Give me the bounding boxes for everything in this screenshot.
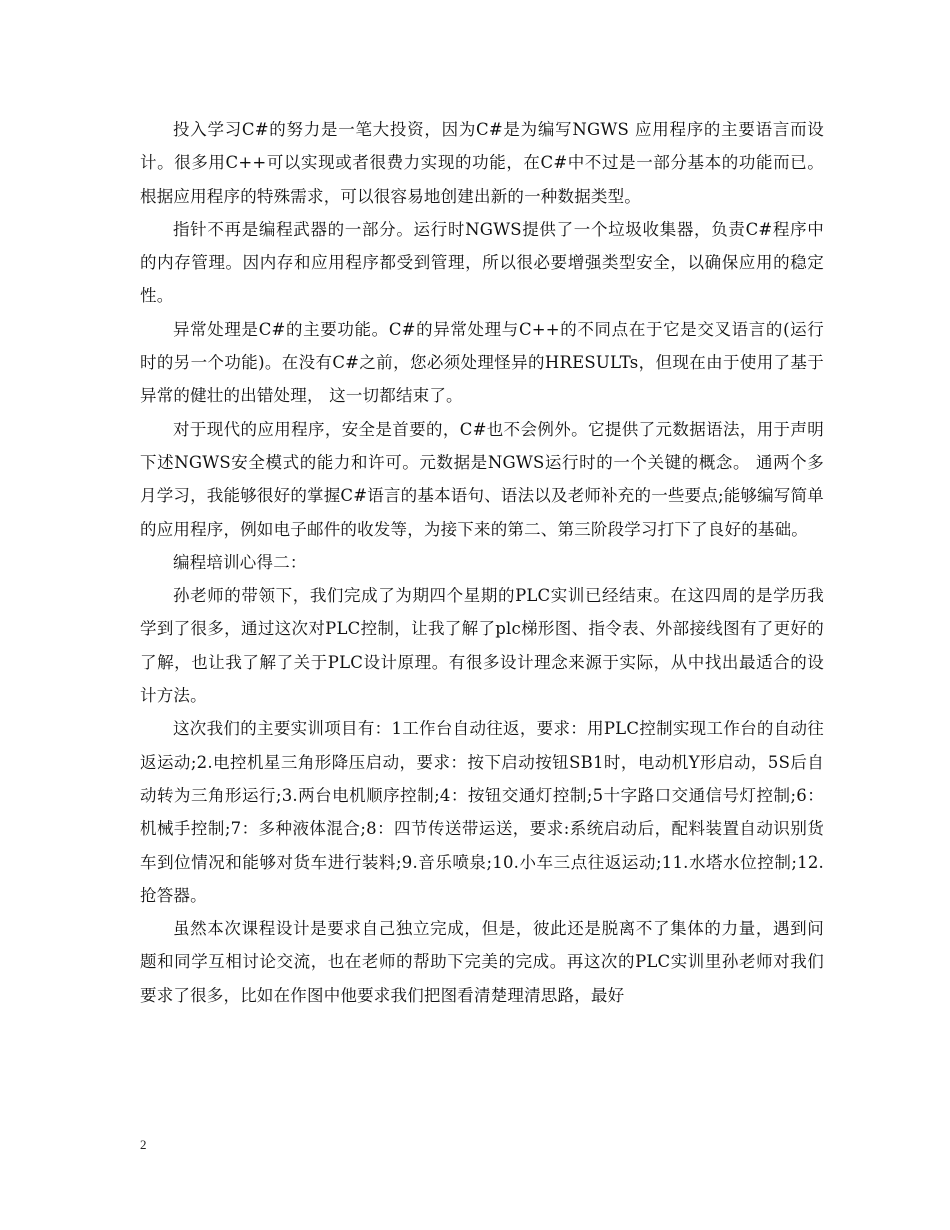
paragraph-training-projects: 这次我们的主要实训项目有：1工作台自动往返，要求：用PLC控制实现工作台的自动往返运动;2.电控机星三角形降压启动，要求：按下启动按钮SB1时，电动机Y形启动，5S后自动转为三角形运行;3.两台电机顺序控制;4：按钮交通灯控制;5十字路口交通信号灯控制;6：机械手控制;7：多种液体混合;8：四节传送带运送，要求:系统启动后，配料装置自动识别货车到位情况和能够对货车进行装料;9.音乐喷泉;10.小车三点往返运动;11.水塔水位控制;12.抢答器。 <box>140 719 824 905</box>
paragraph-pointers-gc: 指针不再是编程武器的一部分。运行时NGWS提供了一个垃圾收集器，负责C#程序中的内存管理。因内存和应用程序都受到管理，所以很必要增强类型安全，以确保应用的稳定性。 <box>140 219 824 306</box>
paragraph-plc-training: 孙老师的带领下，我们完成了为期四个星期的PLC实训已经结束。在这四周的是学历我学到了很多，通过这次对PLC控制，让我了解了plc梯形图、指令表、外部接线图有了更好的了解，也让我了解了关于PLC设计原理。有很多设计理念来源于实际，从中找出最适合的设计方法。 <box>140 586 824 706</box>
page-number: 2 <box>140 1137 147 1152</box>
paragraph-exception-handling: 异常处理是C#的主要功能。C#的异常处理与C++的不同点在于它是交叉语言的(运行时的另一个功能)。在没有C#之前，您必须处理怪异的HRESULTs，但现在由于使用了基于异常的健壮的出错处理， 这一切都结束了。 <box>140 319 824 406</box>
document-body <box>140 113 824 1012</box>
paragraph-teamwork: 虽然本次课程设计是要求自己独立完成，但是，彼此还是脱离不了集体的力量，遇到问题和同学互相讨论交流，也在老师的帮助下完美的完成。再这次的PLC实训里孙老师对我们要求了很多，比如在作图中他要求我们把图看清楚理清思路，最好 <box>140 919 824 1005</box>
paragraph-security-metadata: 对于现代的应用程序，安全是首要的，C#也不会例外。它提供了元数据语法，用于声明下述NGWS安全模式的能力和许可。元数据是NGWS运行时的一个关键的概念。 通两个多月学习，我能够很好的掌握C#语言的基本语句、语法以及老师补充的一些要点;能够编写简单的应用程序，例如电子邮件的收发等，为接下来的第二、第三阶段学习打下了良好的基础。 <box>140 419 824 539</box>
section-heading: 编程培训心得二： <box>173 552 307 572</box>
paragraph-csharp-investment: 投入学习C#的努力是一笔大投资，因为C#是为编写NGWS 应用程序的主要语言而设计。很多用C++可以实现或者很费力实现的功能，在C#中不过是一部分基本的功能而已。根据应用程序的特殊需求，可以很容易地创建出新的一种数据类型。 <box>140 120 824 206</box>
